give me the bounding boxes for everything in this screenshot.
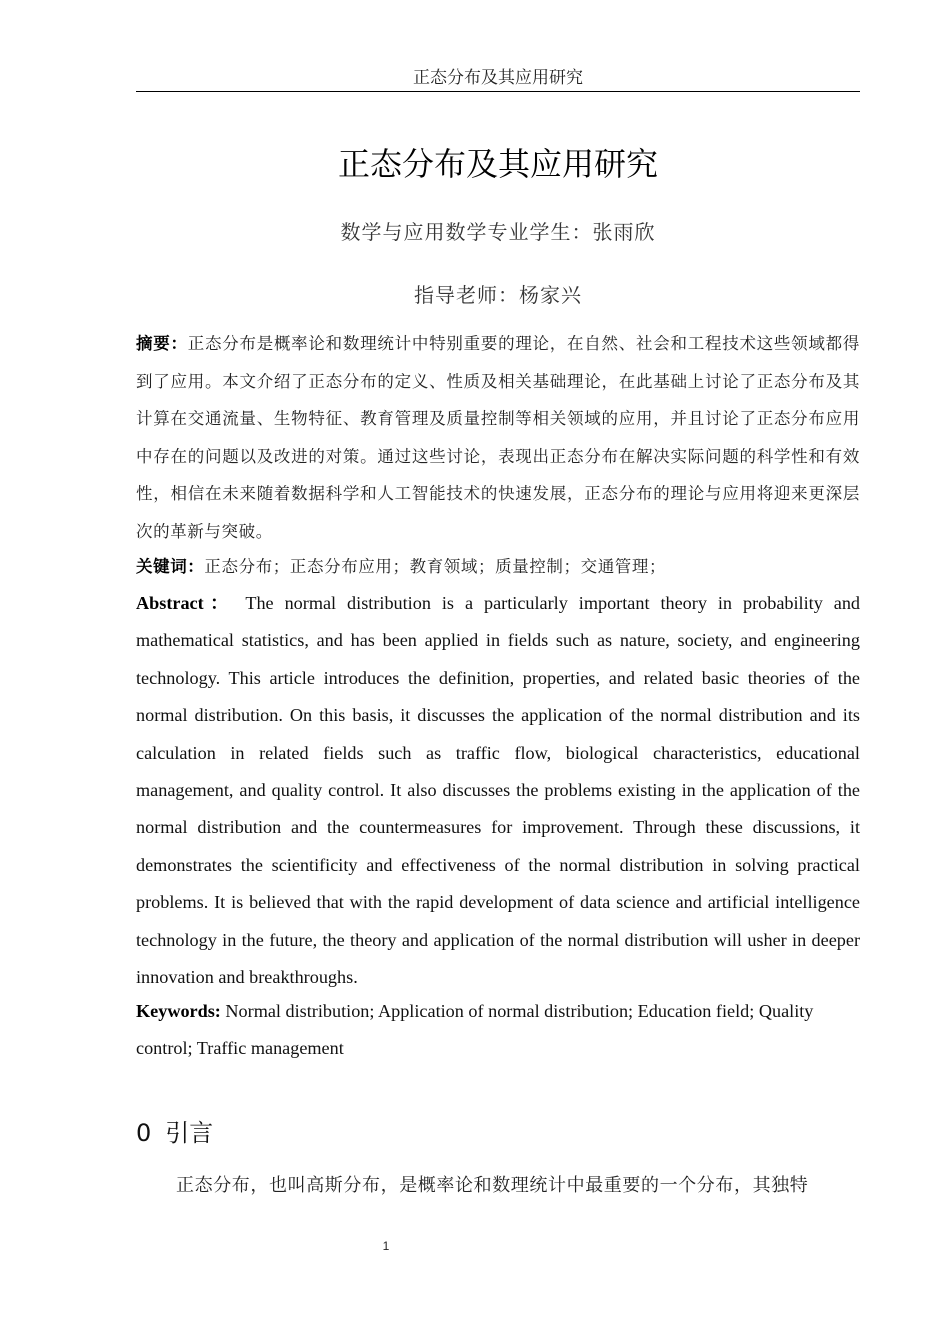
english-abstract xyxy=(136,585,860,996)
english-keywords xyxy=(136,993,860,1068)
chinese-keywords-label: 关键词： xyxy=(136,557,205,576)
chinese-abstract xyxy=(136,325,860,550)
section-number: 0 xyxy=(136,1119,152,1147)
english-abstract-text: The normal distribution is a particularly important theory in probability and mathematical statistics, and has been applied in fields such as nature, society, and engineering technology. This article introduces the definition, properties, and related basic theories of the normal distribution. On this basis, it discusses the application of the normal distribution and its calculation in related fields such as traffic flow, biological characteristics, educational management, and quality control. It also discusses the problems existing in the application of the normal distribution and the countermeasures for improvement. Through these discussions, it demonstrates the scientificity and effectiveness of the normal distribution in solving practical problems. It is believed that with the rapid development of data science and artificial intelligence technology in the future, the theory and application of the normal distribution will usher in deeper innovation and breakthroughs. xyxy=(136,593,861,988)
english-abstract-label: Abstract： xyxy=(136,593,235,613)
chinese-keywords xyxy=(136,548,860,586)
section-title: 引言 xyxy=(165,1119,214,1147)
chinese-abstract-label: 摘要： xyxy=(136,334,188,353)
paper-title: 正态分布及其应用研究 xyxy=(337,145,658,183)
running-header: 正态分布及其应用研究 xyxy=(413,68,583,88)
header-rule xyxy=(136,91,860,92)
english-keywords-text: Normal distribution; Application of normal distribution; Education field; Quality control; Traffic management xyxy=(136,1001,814,1059)
intro-paragraph: 正态分布，也叫高斯分布，是概率论和数理统计中最重要的一个分布，其独特 xyxy=(176,1175,809,1196)
english-keywords-label: Keywords: xyxy=(136,1001,221,1021)
advisor-line: 指导老师：杨家兴 xyxy=(414,283,582,307)
page-number: 1 xyxy=(382,1239,390,1253)
section-heading xyxy=(136,1116,213,1150)
chinese-abstract-text: 正态分布是概率论和数理统计中特别重要的理论，在自然、社会和工程技术这些领域都得到了应用。本文介绍了正态分布的定义、性质及相关基础理论，在此基础上讨论了正态分布及其计算在交通流量、生物特征、教育管理及质量控制等相关领域的应用，并且讨论了正态分布应用中存在的问题以及改进的对策。通过这些讨论，表现出正态分布在解决实际问题的科学性和有效性，相信在未来随着数据科学和人工智能技术的快速发展，正态分布的理论与应用将迎来更深层次的革新与突破。 xyxy=(136,334,860,541)
chinese-keywords-text: 正态分布；正态分布应用；教育领域；质量控制；交通管理； xyxy=(204,557,667,576)
author-line: 数学与应用数学专业学生：张雨欣 xyxy=(340,220,656,244)
